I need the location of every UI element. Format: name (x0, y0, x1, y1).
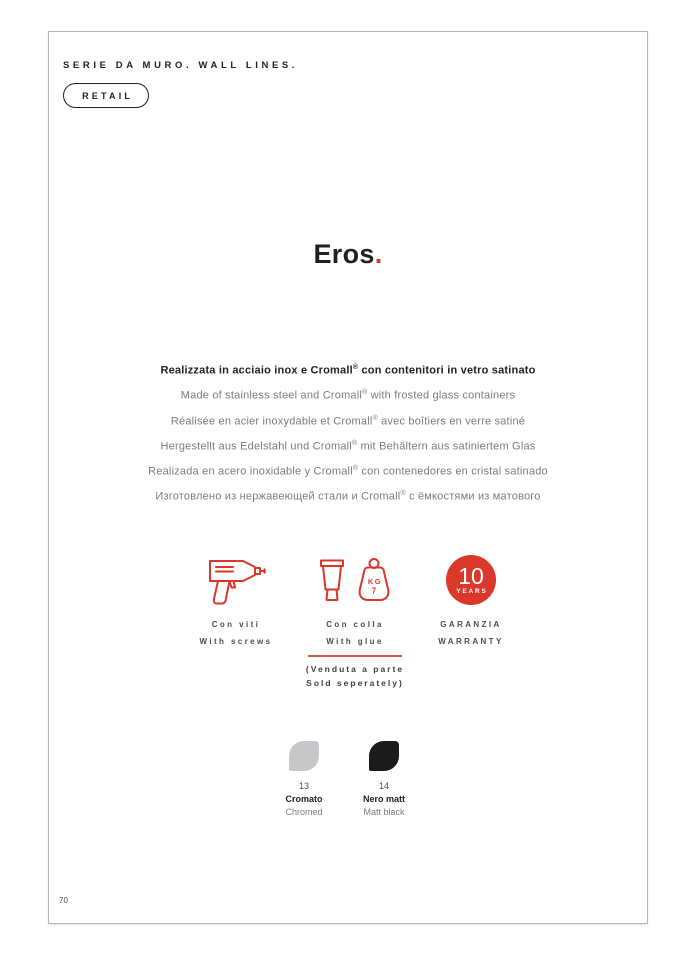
glue-label-it: Con colla (326, 620, 384, 629)
finish-code: 13 (298, 781, 309, 791)
finish-name-en: Chromed (285, 807, 323, 817)
description-line-ru: Изготовлено из нержавеющей стали и Cromall® с ёмкостями из матового (155, 490, 541, 503)
finish-code: 14 (378, 781, 389, 791)
product-title (49, 238, 647, 270)
glue-tube-icon (317, 559, 347, 602)
screws-label-en: With screws (199, 637, 273, 646)
glue-note-it: (Venduta a parte (305, 664, 405, 674)
warranty-years-value: 10 (458, 563, 484, 589)
finish-matt-black (336, 741, 432, 819)
finish-name-en: Matt black (363, 807, 405, 817)
description-line-fr: Réalisée en acier inoxydable et Cromall® avec boîtiers en verre satiné (170, 414, 526, 428)
matt-black-color-swatch (369, 741, 399, 771)
weight-value-label: 7 (371, 586, 376, 596)
feature-warranty (396, 549, 546, 650)
finish-name-it: Cromato (285, 794, 323, 804)
glue-note-divider (308, 655, 402, 657)
warranty-10-years-badge (446, 555, 496, 605)
description-line-it: Realizzata in acciaio inox e Cromall® con contenitori in vetro satinato (160, 364, 536, 377)
product-title-text: Eros (313, 239, 375, 269)
product-title-dot: . (374, 239, 383, 269)
finish-name-it: Nero matt (362, 794, 405, 804)
glue-label-en: With glue (326, 637, 384, 646)
weight-unit-label: KG (367, 577, 382, 586)
catalog-page (48, 31, 648, 924)
product-description (49, 357, 647, 509)
glue-note-en: Sold seperately) (306, 677, 404, 688)
chromed-color-swatch (289, 741, 319, 771)
screws-label-it: Con viti (211, 620, 261, 629)
weight-kg-icon (354, 556, 394, 604)
retail-category-badge (63, 83, 149, 108)
warranty-years-unit: YEARS (456, 588, 488, 595)
retail-badge-label: RETAIL (82, 90, 134, 101)
description-line-es: Realizada en acero inoxidable y Cromall® con contenedores en cristal satinado (148, 465, 548, 478)
warranty-label-it: GARANZIA (440, 620, 502, 629)
warranty-label-en: WARRANTY (438, 637, 504, 646)
series-title: SERIE DA MURO. WALL LINES. (63, 60, 299, 71)
description-line-de: Hergestellt aus Edelstahl und Cromall® mit Behältern aus satiniertem Glas (160, 439, 536, 453)
description-line-en: Made of stainless steel and Cromall® with frosted glass containers (180, 389, 516, 402)
page-number: 70 (59, 896, 68, 905)
